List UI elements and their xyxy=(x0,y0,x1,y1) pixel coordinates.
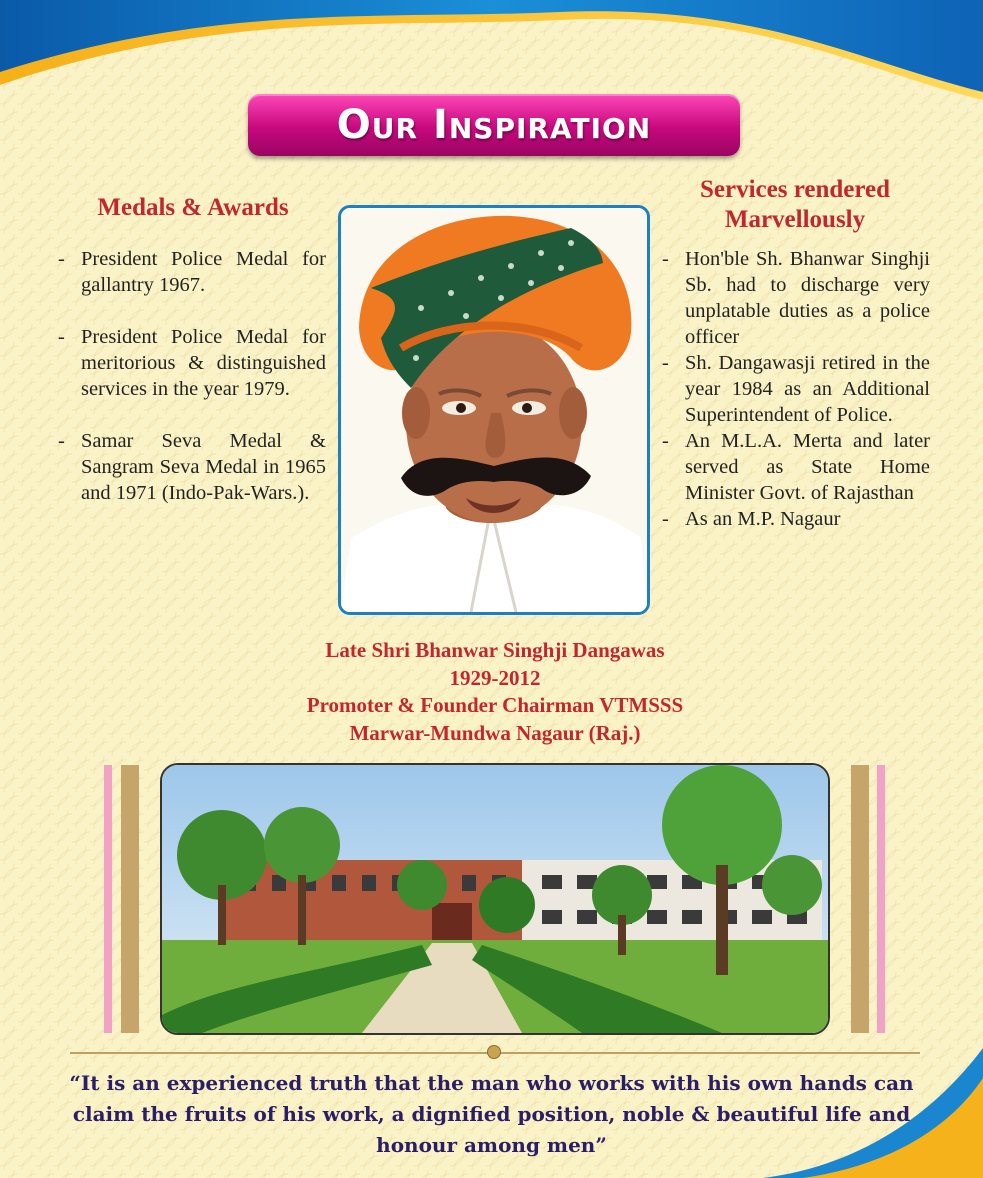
list-item: - As an M.P. Nagaur xyxy=(662,508,841,530)
list-item: - Sh. Dangawasji retired in the year 1984 as an Additional Superintendent of Police. xyxy=(662,352,930,426)
list-item: - Hon'ble Sh. Bhanwar Singhji Sb. had to discharge very unplatable duties as a police officer xyxy=(662,248,930,348)
left-pink-bar xyxy=(104,765,112,1033)
caption-place: Marwar-Mundwa Nagaur (Raj.) xyxy=(349,720,641,745)
medals-list xyxy=(58,246,326,532)
title-banner xyxy=(248,94,740,156)
caption-name: Late Shri Bhanwar Singhji Dangawas xyxy=(325,638,665,662)
services-list xyxy=(662,246,930,532)
caption-role: Promoter & Founder Chairman VTMSSS xyxy=(306,693,684,717)
list-item: - Samar Seva Medal & Sangram Seva Medal in 1965 and 1971 (Indo-Pak-Wars.). xyxy=(58,430,326,504)
campus-photo xyxy=(160,763,830,1035)
divider-ornament xyxy=(487,1045,501,1059)
list-item: - President Police Medal for meritorious & distinguished services in the year 1979. xyxy=(58,326,326,400)
list-item: - President Police Medal for gallantry 1967. xyxy=(58,248,326,296)
caption-block xyxy=(200,637,790,747)
caption-years: 1929-2012 xyxy=(449,665,541,690)
right-pink-bar xyxy=(877,765,885,1033)
left-gold-bar xyxy=(121,765,139,1033)
quote-text: “It is an experienced truth that the man who works with his own hands can claim the fruits of his work, a dignified position, noble & beautiful life and honour among men” xyxy=(69,1071,914,1157)
list-item: - An M.L.A. Merta and later served as State Home Minister Govt. of Rajasthan xyxy=(662,430,930,504)
page-title: Our Inspiration xyxy=(336,102,652,148)
right-gold-bar xyxy=(851,765,869,1033)
services-heading: Services rendered Marvellously xyxy=(699,176,890,233)
medals-heading: Medals & Awards xyxy=(97,194,289,221)
portrait-photo xyxy=(338,205,650,615)
